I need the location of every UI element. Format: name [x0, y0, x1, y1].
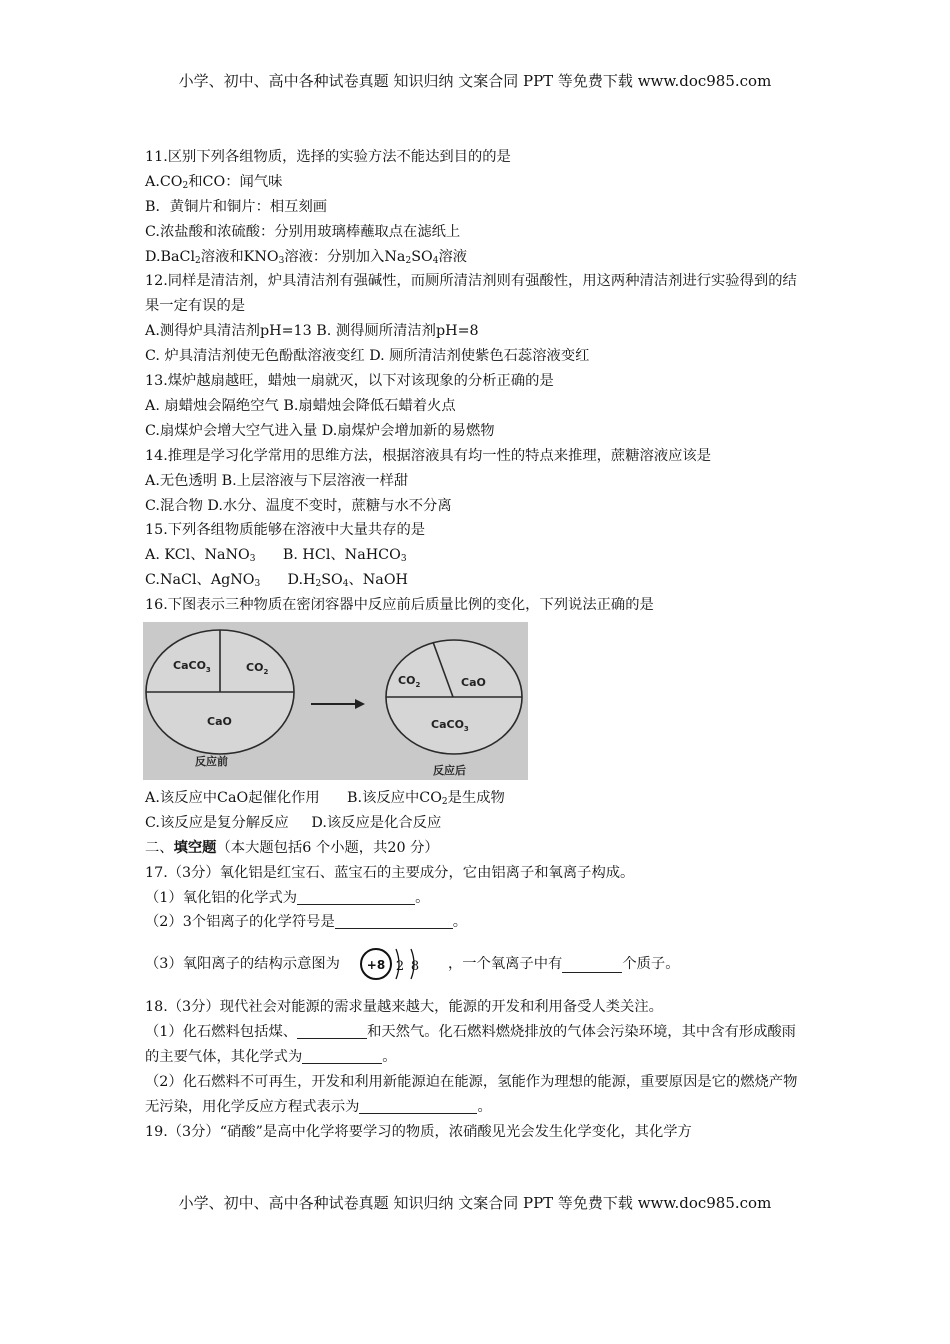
- q11-option-b: B．黄铜片和铜片：相互刻画: [145, 198, 328, 215]
- exam-content: [145, 145, 810, 1145]
- shell-1-electrons: 2: [395, 959, 405, 975]
- page-footer: 小学、初中、高中各种试卷真题 知识归纳 文案合同 PPT 等免费下载 www.doc985.com: [178, 1194, 772, 1212]
- answer-blank[interactable]: [359, 1097, 477, 1114]
- answer-blank[interactable]: [335, 912, 453, 929]
- q18-part2: （2）化石燃料不可再生，开发和利用新能源迫在能源，氢能作为理想的能源，重要原因是它的燃烧产物无污染，用化学反应方程式表示为 。: [145, 1074, 798, 1115]
- q11-option-a: $A.CO_2$和CO：闻气味: [145, 173, 283, 191]
- q18-part1: （1）化石燃料包括煤、 和天然气。化石燃料燃烧排放的气体会污染环境，其中含有形成酸雨的主要气体，其化学式为 。: [145, 1024, 796, 1066]
- q17-part2: （2）3个铝离子的化学符号是 。: [145, 914, 468, 931]
- before-caption: 反应前: [195, 754, 228, 768]
- after-caption: 反应后: [433, 763, 466, 777]
- q13-options-cd: C.扇煤炉会增大空气进入量 D.扇煤炉会增加新的易燃物: [145, 422, 495, 439]
- q16-stem: 16.下图表示三种物质在密闭容器中反应前后质量比例的变化，下列说法正确的是: [145, 597, 654, 614]
- q11-option-c: C.浓盐酸和浓硫酸：分别用玻璃棒蘸取点在滤纸上: [145, 223, 461, 240]
- q15-options-cd: C.NaCl、AgNO$_3$ $D.H_2SO_4$、NaOH: [145, 572, 409, 590]
- q14-options-cd: C.混合物 D.水分、温度不变时，蔗糖与水不分离: [145, 497, 452, 514]
- q15-options-ab: A. KCl、NaNO$_3$ B. HCl、NaHCO$_3$: [145, 547, 407, 565]
- after-cao-label: CaO: [461, 675, 486, 689]
- q11-stem: 11.区别下列各组物质，选择的实验方法不能达到目的的是: [145, 149, 511, 165]
- after-caco3-label: CaCO$_3$: [431, 717, 469, 733]
- q12-stem: 12.同样是清洁剂，炉具清洁剂有强碱性，而厕所清洁剂则有强酸性，用这两种清洁剂进行实验得到的结果一定有误的是: [145, 273, 797, 315]
- nucleus-charge: +8: [366, 958, 386, 973]
- q17-part1: （1）氧化铝的化学式为 。: [145, 889, 430, 906]
- before-co2-label: $CO_2$: [246, 660, 269, 676]
- q17-stem: 17.（3分）氧化铝是红宝石、蓝宝石的主要成分，它由铝离子和氧离子构成。: [145, 864, 635, 881]
- oxygen-ion-diagram: [356, 943, 436, 985]
- before-caco3-label: CaCO$_3$: [173, 658, 211, 674]
- q12-options-cd: C. 炉具清洁剂使无色酚酞溶液变红 D. 厕所清洁剂使紫色石蕊溶液变红: [145, 348, 590, 365]
- answer-blank[interactable]: [302, 1047, 382, 1064]
- page-header: 小学、初中、高中各种试卷真题 知识归纳 文案合同 PPT 等免费下载 www.doc985.com: [178, 72, 772, 90]
- q12-options-ab: A.测得炉具清洁剂pH=13 B. 测得厕所清洁剂pH=8: [145, 323, 479, 340]
- section-2-title: 二、填空题（本大题包括6 个小题，共20 分）: [145, 839, 439, 856]
- answer-blank[interactable]: [562, 956, 622, 973]
- q13-stem: 13.煤炉越扇越旺，蜡烛一扇就灭，以下对该现象的分析正确的是: [145, 373, 554, 390]
- q14-stem: 14.推理是学习化学常用的思维方法，根据溶液具有均一性的特点来推理，蔗糖溶液应该是: [145, 447, 712, 464]
- q14-options-ab: A.无色透明 B.上层溶液与下层溶液一样甜: [145, 472, 409, 489]
- before-cao-label: CaO: [207, 714, 232, 728]
- q17-part3: （3）氧阳离子的结构示意图为 +8 2 8 ，一个氧离子中有 个质子。: [145, 939, 810, 989]
- q13-options-ab: A. 扇蜡烛会隔绝空气 B.扇蜡烛会降低石蜡着火点: [145, 397, 456, 414]
- q16-pie-diagram: [143, 622, 528, 780]
- q11-option-d: D.BaCl$_2$溶液和$KNO_3$溶液：分别加入$Na_2SO_4$溶液: [145, 248, 468, 266]
- answer-blank[interactable]: [297, 1022, 367, 1039]
- shell-2-electrons: 8: [410, 959, 420, 975]
- q16-options-cd: C.该反应是复分解反应 D.该反应是化合反应: [145, 814, 442, 831]
- q18-stem: 18.（3分）现代社会对能源的需求量越来越大，能源的开发和利用备受人类关注。: [145, 999, 663, 1016]
- q19-stem: 19.（3分）“硝酸”是高中化学将要学习的物质，浓硝酸见光会发生化学变化，其化学方: [145, 1123, 692, 1140]
- q15-stem: 15.下列各组物质能够在溶液中大量共存的是: [145, 522, 426, 539]
- after-co2-label: $CO_2$: [398, 673, 421, 689]
- answer-blank[interactable]: [297, 888, 415, 905]
- q16-options-ab: A.该反应中CaO起催化作用 B.该反应中$CO_2$是生成物: [145, 789, 505, 807]
